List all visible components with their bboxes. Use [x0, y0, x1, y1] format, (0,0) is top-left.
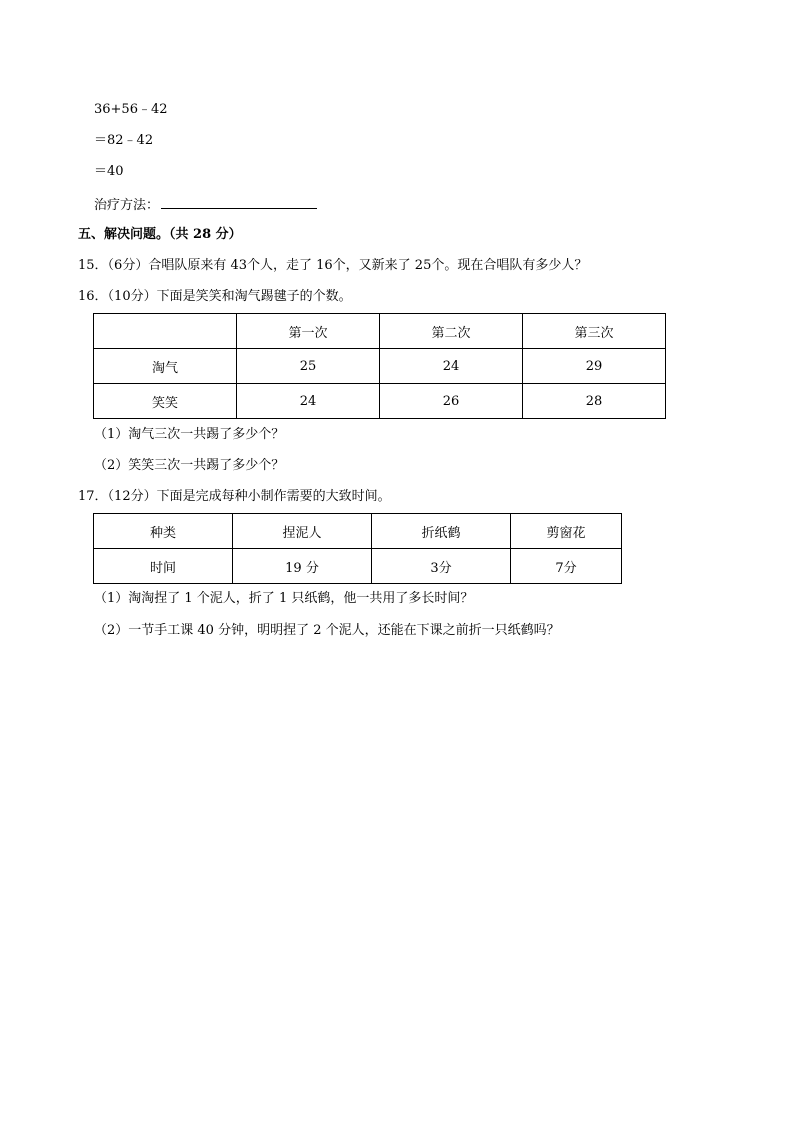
calc-line-1: 36+56﹣42: [94, 102, 168, 117]
q17-cell: 3分: [372, 549, 511, 584]
q17-sub-question-1: （1）淘淘捏了 1 个泥人，折了 1 只纸鹤，他一共用了多长时间？: [94, 591, 474, 606]
question-16: 16．（10分）下面是笑笑和淘气踢毽子的个数。: [78, 289, 352, 304]
q16-cell: 24: [237, 384, 380, 419]
q17-cell: 7分: [511, 549, 622, 584]
section-5-title: 五、解决问题。（共 28 分）: [78, 227, 242, 242]
treatment-method-label: 治疗方法：: [94, 198, 160, 213]
q16-header-cell: [94, 314, 237, 349]
q16-row-label: 笑笑: [94, 384, 237, 419]
q16-cell: 25: [237, 349, 380, 384]
calc-line-2: ＝82﹣42: [94, 133, 154, 148]
q17-header-cell: 捏泥人: [233, 514, 372, 549]
q16-table-row: [94, 349, 666, 384]
q16-cell: 29: [523, 349, 666, 384]
q17-cell: 19 分: [233, 549, 372, 584]
q16-table-row: [94, 384, 666, 419]
q17-header-cell: 剪窗花: [511, 514, 622, 549]
q17-header-cell: 种类: [94, 514, 233, 549]
q17-table-header-row: [94, 514, 622, 549]
question-17: 17．（12分）下面是完成每种小制作需要的大致时间。: [78, 489, 391, 504]
q16-sub-question-2: （2）笑笑三次一共踢了多少个？: [94, 458, 285, 473]
q17-table: [93, 513, 622, 584]
calc-line-3: ＝40: [94, 164, 124, 179]
q16-header-cell: 第三次: [523, 314, 666, 349]
q16-table: [93, 313, 666, 419]
q16-cell: 28: [523, 384, 666, 419]
q16-row-label: 淘气: [94, 349, 237, 384]
q16-sub-question-1: （1）淘气三次一共踢了多少个？: [94, 427, 285, 442]
q17-table-row: [94, 549, 622, 584]
q17-sub-question-2: （2）一节手工课 40 分钟，明明捏了 2 个泥人，还能在下课之前折一只纸鹤吗？: [94, 623, 560, 638]
q16-cell: 24: [380, 349, 523, 384]
q17-header-cell: 折纸鹤: [372, 514, 511, 549]
q16-table-header-row: [94, 314, 666, 349]
q17-row-label: 时间: [94, 549, 233, 584]
q16-cell: 26: [380, 384, 523, 419]
treatment-method-blank[interactable]: [161, 196, 317, 209]
q16-header-cell: 第一次: [237, 314, 380, 349]
question-15: 15．（6分）合唱队原来有 43个人，走了 16个，又新来了 25个。现在合唱队有多少人？: [78, 258, 588, 273]
q16-header-cell: 第二次: [380, 314, 523, 349]
treatment-method-row: [94, 196, 317, 214]
